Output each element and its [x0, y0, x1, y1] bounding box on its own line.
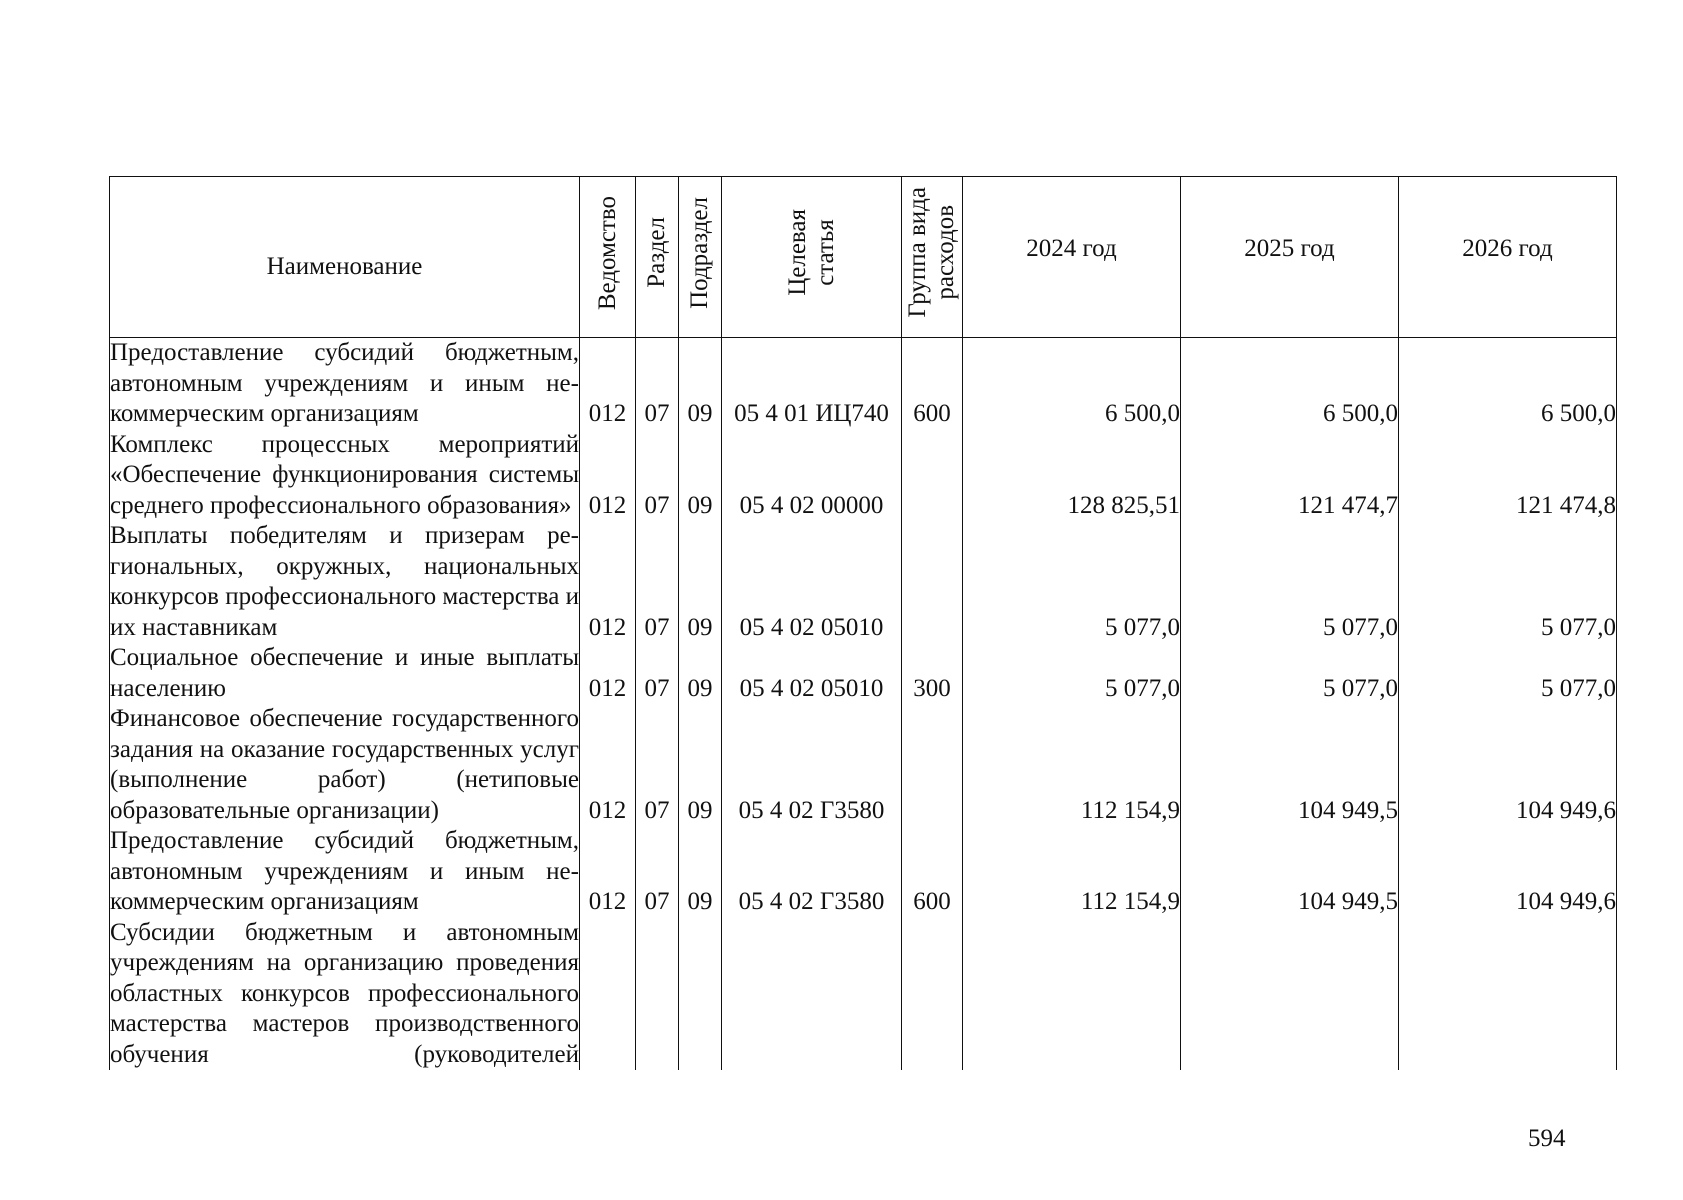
row-name: Выплаты победителям и призерам региональных, окружных, национальных конкурсов профессионального мастерства и их наставникам [110, 521, 580, 643]
row-vedomstvo: 012 [580, 338, 636, 430]
row-gruppa: 600 [902, 338, 963, 430]
header-year-2026: 2026 год [1399, 177, 1617, 338]
table-row [110, 643, 1617, 704]
row-podrazdel: 09 [679, 521, 722, 643]
header-celevaya-statya: Целевая статья [722, 177, 902, 338]
row-name: Комплекс процессных мероприятий «Обеспечение функционирования системы среднего профессионального образования» [110, 430, 580, 522]
row-razdel: 07 [636, 643, 679, 704]
header-gruppa-vida-rashodov: Группа вида расходов [902, 177, 963, 338]
row-2024: 112 154,9 [963, 826, 1181, 918]
row-razdel: 07 [636, 521, 679, 643]
header-name: Наименование [110, 177, 580, 338]
header-year-2025: 2025 год [1181, 177, 1399, 338]
row-2026: 5 077,0 [1399, 643, 1617, 704]
row-podrazdel [679, 918, 722, 1071]
row-gruppa: 600 [902, 826, 963, 918]
row-gruppa: 300 [902, 643, 963, 704]
row-2026: 121 474,8 [1399, 430, 1617, 522]
row-2024: 112 154,9 [963, 704, 1181, 826]
row-podrazdel: 09 [679, 338, 722, 430]
row-2025: 104 949,5 [1181, 826, 1399, 918]
row-razdel: 07 [636, 826, 679, 918]
row-podrazdel: 09 [679, 643, 722, 704]
row-2025: 6 500,0 [1181, 338, 1399, 430]
row-name: Предоставление субсидий бюджетным, автономным учреждениям и иным некоммерческим организациям [110, 338, 580, 430]
table-row [110, 338, 1617, 430]
row-celevaya-statya: 05 4 02 05010 [722, 643, 902, 704]
row-2026 [1399, 918, 1617, 1071]
row-razdel: 07 [636, 338, 679, 430]
row-2025: 5 077,0 [1181, 521, 1399, 643]
table-row [110, 521, 1617, 643]
budget-table [109, 176, 1617, 1070]
row-gruppa [902, 704, 963, 826]
row-podrazdel: 09 [679, 704, 722, 826]
row-2024: 6 500,0 [963, 338, 1181, 430]
row-vedomstvo: 012 [580, 704, 636, 826]
row-celevaya-statya [722, 918, 902, 1071]
header-podrazdel: Подраздел [679, 177, 722, 338]
header-year-2024: 2024 год [963, 177, 1181, 338]
row-razdel: 07 [636, 704, 679, 826]
row-2026: 6 500,0 [1399, 338, 1617, 430]
row-razdel [636, 918, 679, 1071]
row-vedomstvo: 012 [580, 521, 636, 643]
row-name: Предоставление субсидий бюджетным, автономным учреждениям и иным некоммерческим организациям [110, 826, 580, 918]
row-razdel: 07 [636, 430, 679, 522]
row-gruppa [902, 918, 963, 1071]
row-name: Финансовое обеспечение государственного задания на оказание государственных услуг (выполнение работ) (нетиповые образовательные организации) [110, 704, 580, 826]
row-celevaya-statya: 05 4 02 Г3580 [722, 704, 902, 826]
row-celevaya-statya: 05 4 02 00000 [722, 430, 902, 522]
page-number: 594 [1528, 1125, 1566, 1152]
row-gruppa [902, 430, 963, 522]
row-vedomstvo: 012 [580, 430, 636, 522]
header-razdel: Раздел [636, 177, 679, 338]
row-2024 [963, 918, 1181, 1071]
row-2026: 5 077,0 [1399, 521, 1617, 643]
row-2026: 104 949,6 [1399, 704, 1617, 826]
row-2025: 104 949,5 [1181, 704, 1399, 826]
row-celevaya-statya: 05 4 02 05010 [722, 521, 902, 643]
row-celevaya-statya: 05 4 01 ИЦ740 [722, 338, 902, 430]
table-row [110, 826, 1617, 918]
row-name: Социальное обеспечение и иные выплаты населению [110, 643, 580, 704]
row-2024: 128 825,51 [963, 430, 1181, 522]
table-row [110, 918, 1617, 1071]
row-2024: 5 077,0 [963, 643, 1181, 704]
row-2025: 121 474,7 [1181, 430, 1399, 522]
row-2025: 5 077,0 [1181, 643, 1399, 704]
table-row [110, 704, 1617, 826]
table-header-row [110, 177, 1617, 338]
row-vedomstvo: 012 [580, 643, 636, 704]
row-name: Субсидии бюджетным и автономным учреждениям на организацию проведения областных конкурсов профессионального мастерства мастеров производственного обучения (руководителей [110, 918, 580, 1071]
row-podrazdel: 09 [679, 430, 722, 522]
row-podrazdel: 09 [679, 826, 722, 918]
row-celevaya-statya: 05 4 02 Г3580 [722, 826, 902, 918]
row-2025 [1181, 918, 1399, 1071]
row-vedomstvo: 012 [580, 826, 636, 918]
row-gruppa [902, 521, 963, 643]
row-2024: 5 077,0 [963, 521, 1181, 643]
row-2026: 104 949,6 [1399, 826, 1617, 918]
table-row [110, 430, 1617, 522]
row-vedomstvo [580, 918, 636, 1071]
header-vedomstvo: Ведомство [580, 177, 636, 338]
